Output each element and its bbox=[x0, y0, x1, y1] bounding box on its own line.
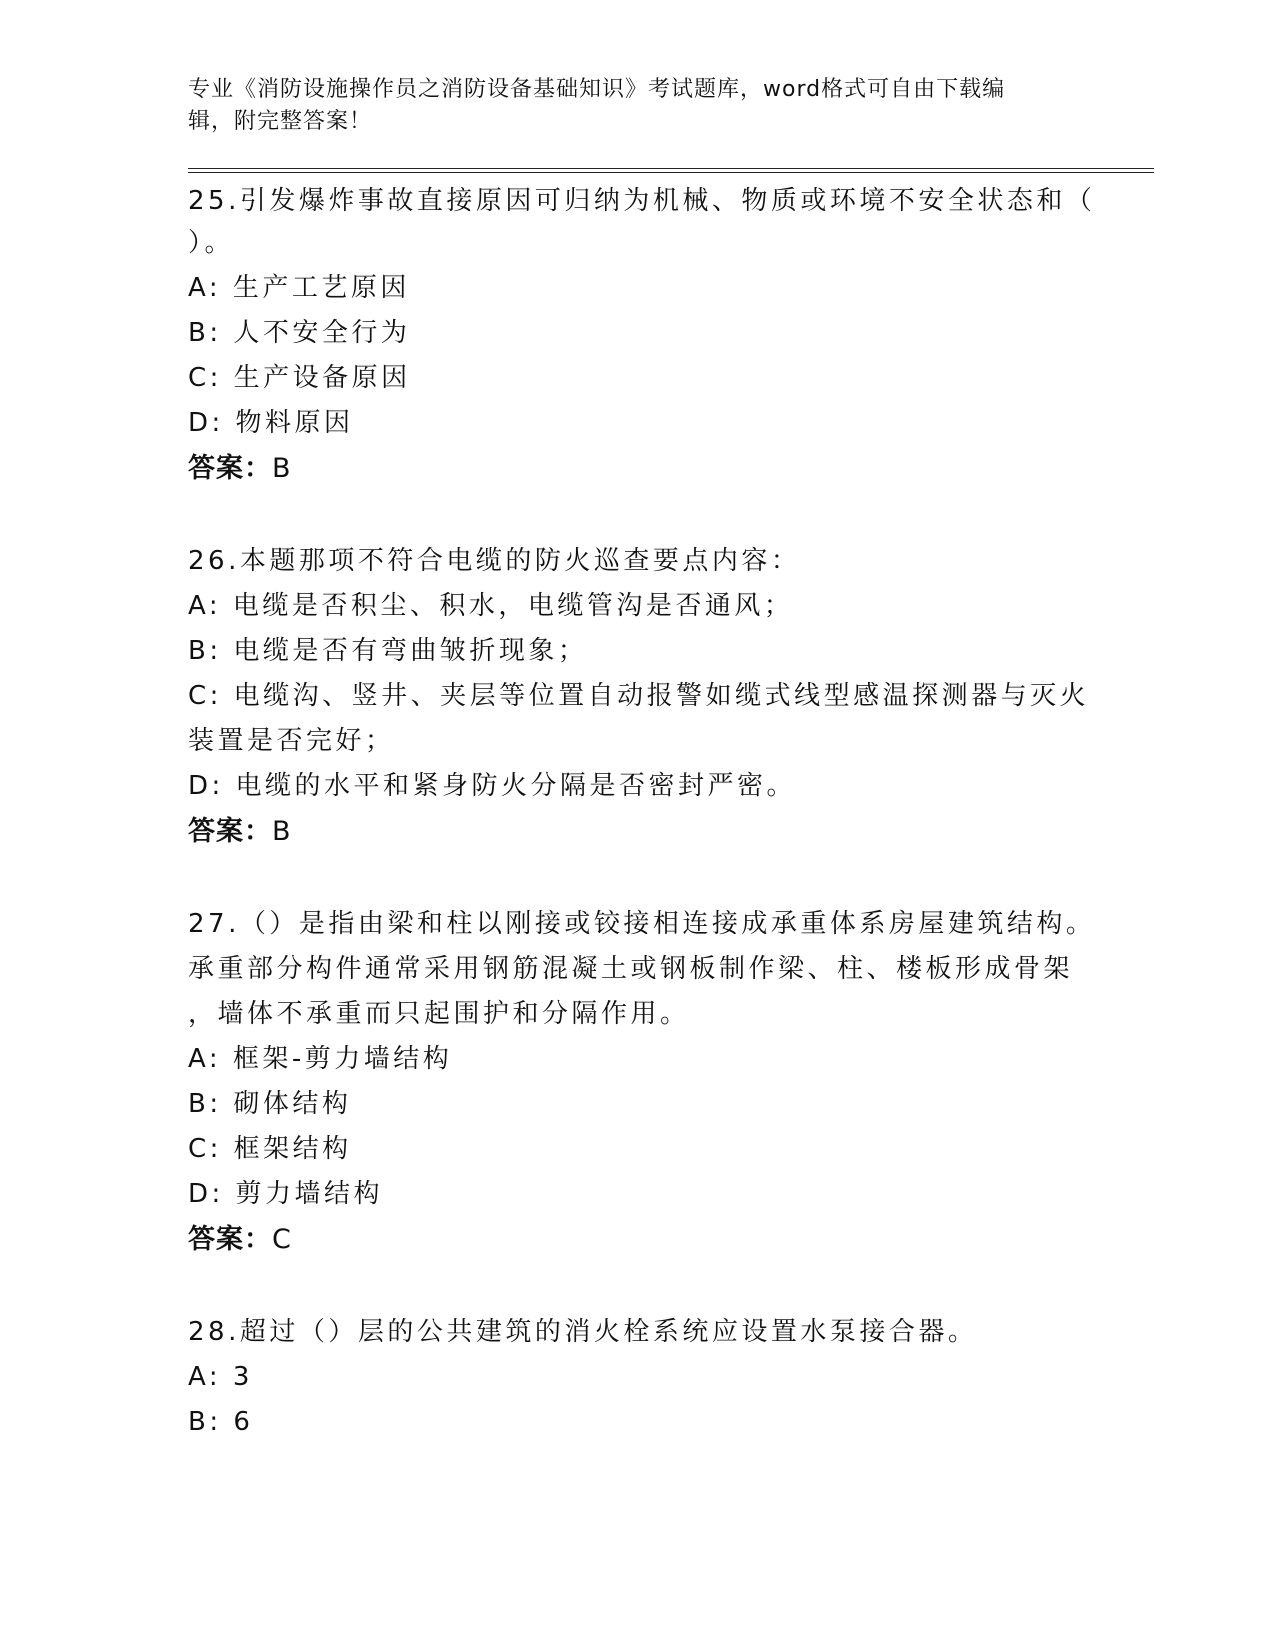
spacer bbox=[188, 1262, 1108, 1310]
option-d: D: 物料原因 bbox=[188, 408, 354, 438]
question-stem: 26.本题那项不符合电缆的防火巡查要点内容： bbox=[188, 546, 801, 576]
answer-value: B bbox=[272, 453, 292, 484]
option-b: B: 6 bbox=[188, 1407, 254, 1437]
document-header bbox=[188, 74, 1108, 138]
option-c: C: 框架结构 bbox=[188, 1134, 352, 1164]
header-line-2: 辑，附完整答案！ bbox=[188, 109, 373, 134]
spacer bbox=[188, 854, 1108, 902]
answer bbox=[188, 1217, 1108, 1262]
option-b: B: 人不安全行为 bbox=[188, 318, 411, 348]
answer-label: 答案： bbox=[188, 1224, 272, 1255]
option-d: D: 剪力墙结构 bbox=[188, 1179, 384, 1209]
header-line-1: 专业《消防设施操作员之消防设备基础知识》考试题库，word格式可自由下载编 bbox=[188, 77, 1006, 102]
option-a: A: 3 bbox=[188, 1362, 253, 1392]
option-c: C: 生产设备原因 bbox=[188, 363, 411, 393]
question-26 bbox=[188, 539, 1108, 854]
option-b: B: 砌体结构 bbox=[188, 1089, 352, 1119]
answer bbox=[188, 446, 1108, 491]
question-stem: 承重部分构件通常采用钢筋混凝土或钢板制作梁、柱、楼板形成骨架 bbox=[188, 954, 1074, 984]
question-stem: ，墙体不承重而只起围护和分隔作用。 bbox=[188, 999, 690, 1029]
question-25 bbox=[188, 179, 1108, 491]
answer-value: C bbox=[272, 1224, 292, 1255]
question-stem: 28.超过（）层的公共建筑的消火栓系统应设置水泵接合器。 bbox=[188, 1317, 978, 1347]
document-page bbox=[188, 74, 1108, 1445]
option-d: D: 电缆的水平和紧身防火分隔是否密封严密。 bbox=[188, 771, 797, 801]
option-c: C: 电缆沟、竖井、夹层等位置自动报警如缆式线型感温探测器与灭火 bbox=[188, 681, 1090, 711]
header-divider bbox=[188, 168, 1154, 173]
answer-value: B bbox=[272, 816, 292, 847]
question-stem: 27.（）是指由梁和柱以刚接或铰接相连接成承重体系房屋建筑结构。 bbox=[188, 909, 1096, 939]
question-28 bbox=[188, 1310, 1108, 1445]
option-c-continued: 装置是否完好； bbox=[188, 726, 395, 756]
question-27 bbox=[188, 902, 1108, 1262]
option-a: A: 框架-剪力墙结构 bbox=[188, 1044, 453, 1074]
option-b: B: 电缆是否有弯曲皱折现象； bbox=[188, 636, 588, 666]
spacer bbox=[188, 491, 1108, 539]
option-a: A: 生产工艺原因 bbox=[188, 273, 410, 303]
question-stem: ）。 bbox=[188, 228, 235, 258]
answer-label: 答案： bbox=[188, 816, 272, 847]
answer-label: 答案： bbox=[188, 453, 272, 484]
option-a: A: 电缆是否积尘、积水，电缆管沟是否通风； bbox=[188, 591, 794, 621]
question-stem: 25.引发爆炸事故直接原因可归纳为机械、物质或环境不安全状态和（ bbox=[188, 186, 1096, 216]
answer bbox=[188, 809, 1108, 854]
